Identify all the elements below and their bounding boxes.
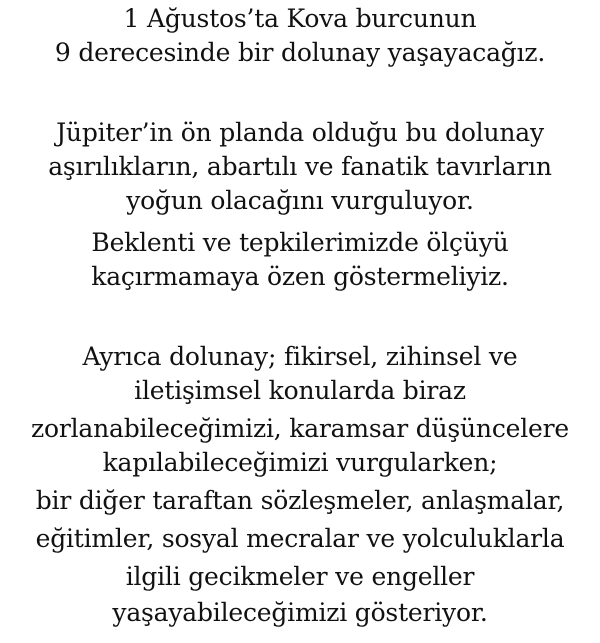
paragraph-3-line-3: zorlanabileceğimizi, karamsar düşüncelere [31,414,569,443]
paragraph-2-line-5: kaçırmamaya özen göstermeliyiz. [91,262,509,291]
paragraph-3-line-4: kapılabileceğimizi vurgularken; [102,448,498,477]
paragraph-3-line-8: yaşayabileceğimizi gösteriyor. [112,598,488,627]
paragraph-2-line-1: Jüpiter’in ön planda olduğu bu dolunay [56,118,544,147]
paragraph-1-line-2: 9 derecesinde bir dolunay yaşayacağız. [54,38,546,67]
paragraph-3-line-6: eğitimler, sosyal mecralar ve yolculuklarla [35,524,565,553]
paragraph-3-line-1: Ayrıca dolunay; fikirsel, zihinsel ve [82,342,518,371]
paragraph-1-line-1: 1 Ağustos’ta Kova burcunun [123,4,477,33]
paragraph-2-line-2: aşırılıkların, abartılı ve fanatik tavırların [48,152,552,181]
paragraph-3-line-5: bir diğer taraftan sözleşmeler, anlaşmalar, [35,486,565,515]
paragraph-2-line-3: yoğun olacağını vurguluyor. [126,186,474,215]
paragraph-3-line-7: ilgili gecikmeler ve engeller [125,562,475,591]
paragraph-2-line-4: Beklenti ve tepkilerimizde ölçüyü [91,228,509,257]
paragraph-3-line-2: iletişimsel konularda biraz [134,376,466,405]
